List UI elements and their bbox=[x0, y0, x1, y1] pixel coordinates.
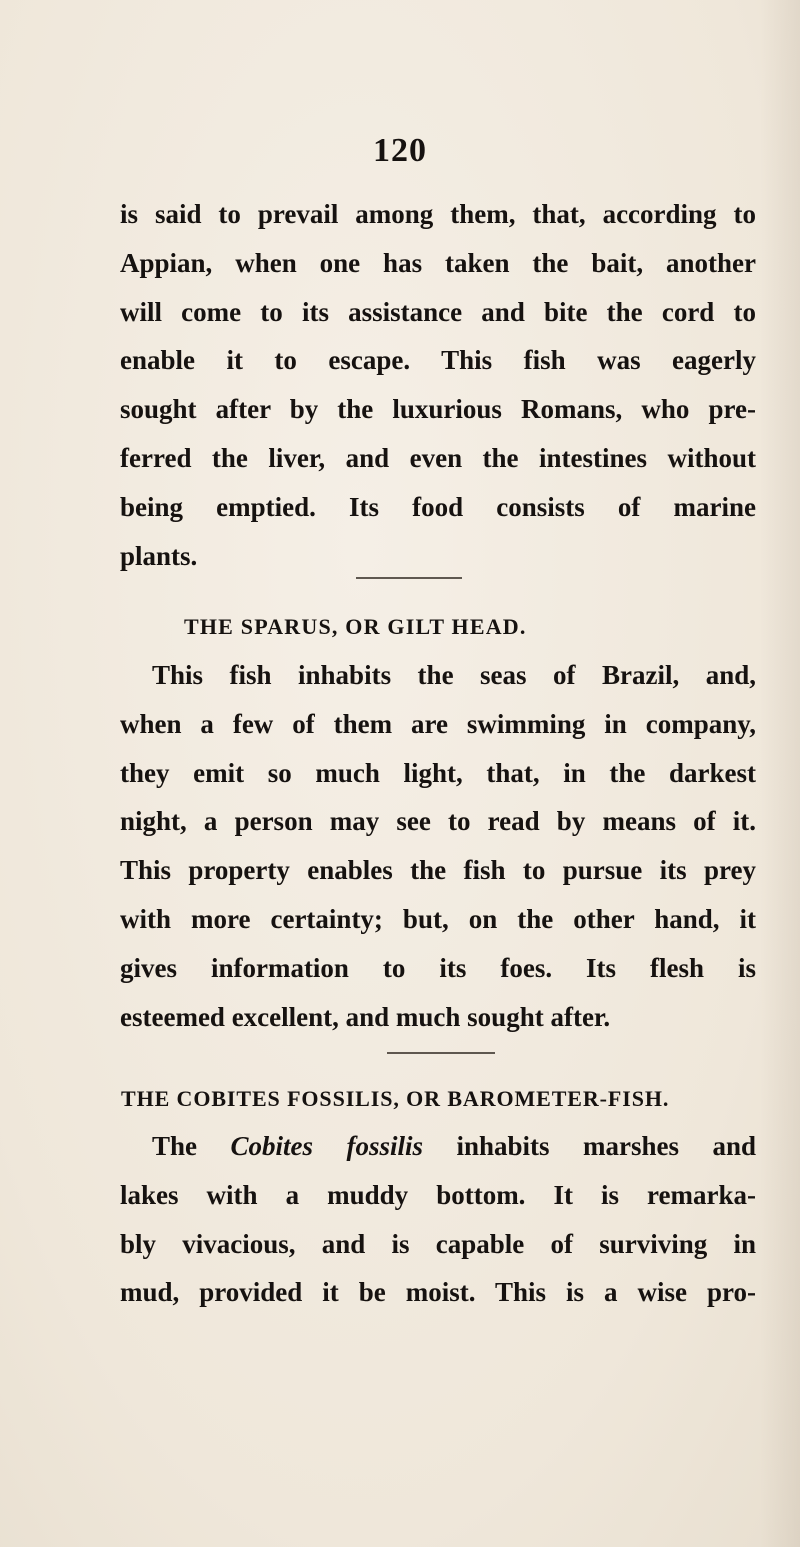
text-line: gives information to its foes. Its flesh is bbox=[120, 952, 756, 983]
text-line: ferred the liver, and even the intestines without bbox=[120, 442, 756, 473]
text-line: lakes with a muddy bottom. It is remarka- bbox=[120, 1179, 756, 1210]
text-line-with-italic bbox=[120, 1122, 756, 1171]
text-line: bly vivacious, and is capable of surviving in bbox=[120, 1228, 756, 1259]
text-line: they emit so much light, that, in the darkest bbox=[120, 757, 756, 788]
text-line: sought after by the luxurious Romans, who pre- bbox=[120, 394, 756, 425]
paragraph-continuation bbox=[120, 190, 756, 580]
text-line: Appian, when one has taken the bait, another bbox=[120, 247, 756, 278]
section-divider bbox=[387, 1052, 495, 1054]
paragraph-cobites bbox=[120, 1122, 756, 1317]
page-edge-shadow bbox=[760, 0, 800, 1547]
text-line: being emptied. Its food consists of marine bbox=[120, 491, 756, 522]
text-line: when a few of them are swimming in company, bbox=[120, 708, 756, 739]
text-line: esteemed excellent, and much sought after. bbox=[120, 1001, 611, 1032]
section-heading-cobites: THE COBITES FOSSILIS, OR BAROMETER-FISH. bbox=[121, 1086, 670, 1111]
text-line: This fish inhabits the seas of Brazil, and, bbox=[152, 660, 756, 690]
section-heading-sparus: THE SPARUS, OR GILT HEAD. bbox=[184, 614, 527, 639]
text-line: night, a person may see to read by means of it. bbox=[120, 806, 756, 837]
text-line: with more certainty; but, on the other hand, it bbox=[120, 903, 756, 934]
page-number: 120 bbox=[373, 132, 427, 169]
text-fragment: inhabits marshes and bbox=[456, 1131, 757, 1161]
text-line: plants. bbox=[120, 540, 198, 571]
species-name-italic: Cobites fossilis bbox=[230, 1131, 423, 1161]
text-line: is said to prevail among them, that, according to bbox=[120, 199, 756, 229]
text-line: This property enables the fish to pursue its prey bbox=[120, 855, 756, 886]
section-divider bbox=[356, 577, 462, 579]
text-line: enable it to escape. This fish was eagerly bbox=[120, 345, 756, 376]
text-fragment: The bbox=[152, 1131, 198, 1161]
text-line: will come to its assistance and bite the cord to bbox=[120, 296, 756, 327]
paragraph-sparus bbox=[120, 651, 756, 1041]
text-line: mud, provided it be moist. This is a wise pro- bbox=[120, 1277, 756, 1308]
